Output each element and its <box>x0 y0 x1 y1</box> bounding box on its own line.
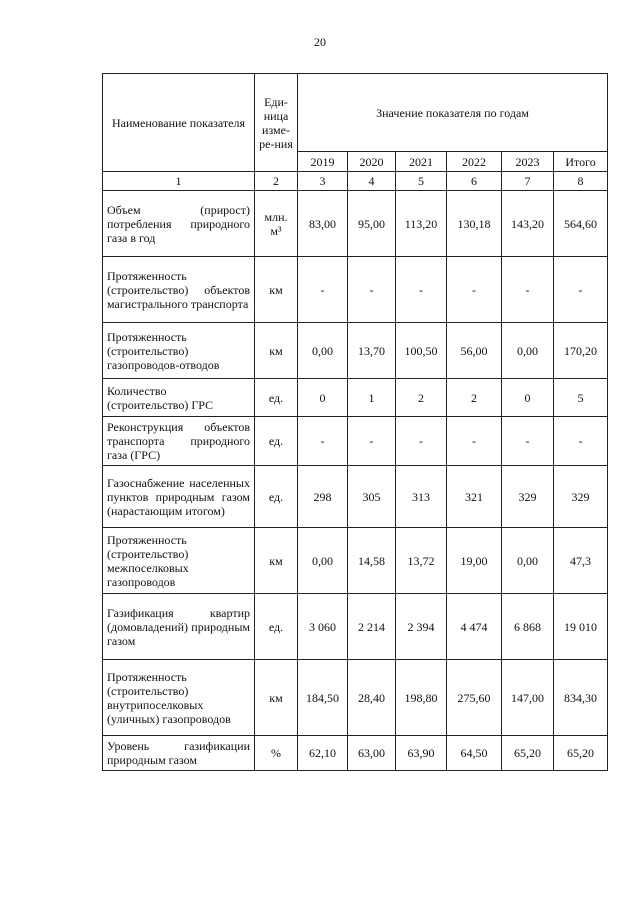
indicator-value: 2 <box>396 379 447 417</box>
page-number: 20 <box>314 35 326 49</box>
indicator-value: - <box>348 257 396 323</box>
indicator-total: - <box>554 417 608 466</box>
indicator-value: - <box>447 257 502 323</box>
indicator-name: Газификация квартир (домовладений) природным газом <box>103 594 255 660</box>
table-row <box>103 466 608 528</box>
indicator-unit: км <box>255 257 298 323</box>
indicator-value: 198,80 <box>396 660 447 736</box>
indicator-name: Протяженность (строительство) межпоселковых газопроводов <box>103 528 255 594</box>
indicator-total: - <box>554 257 608 323</box>
indicator-total: 564,60 <box>554 191 608 257</box>
indicator-value: 63,90 <box>396 736 447 771</box>
indicator-value: 14,58 <box>348 528 396 594</box>
indicator-value: 13,70 <box>348 323 396 379</box>
indicator-value: - <box>396 417 447 466</box>
indicator-unit: % <box>255 736 298 771</box>
indicator-value: 313 <box>396 466 447 528</box>
indicator-value: 2 214 <box>348 594 396 660</box>
table-row <box>103 323 608 379</box>
indicator-value: 184,50 <box>298 660 348 736</box>
indicator-total: 329 <box>554 466 608 528</box>
column-number: 2 <box>255 172 298 191</box>
indicator-name: Газоснабжение населенных пунктов природным газом (нарастающим итогом) <box>103 466 255 528</box>
indicator-unit: млн. м³ <box>255 191 298 257</box>
indicator-value: 143,20 <box>502 191 554 257</box>
column-number: 7 <box>502 172 554 191</box>
column-number: 4 <box>348 172 396 191</box>
table-row <box>103 379 608 417</box>
indicator-unit: км <box>255 528 298 594</box>
indicator-value: 147,00 <box>502 660 554 736</box>
indicator-value: 95,00 <box>348 191 396 257</box>
indicator-name: Протяженность (строительство) внутрипоселковых (уличных) газопроводов <box>103 660 255 736</box>
indicator-name: Реконструкция объектов транспорта природного газа (ГРС) <box>103 417 255 466</box>
indicator-value: 83,00 <box>298 191 348 257</box>
table-row <box>103 191 608 257</box>
indicator-value: 321 <box>447 466 502 528</box>
indicator-value: - <box>447 417 502 466</box>
indicator-total: 170,20 <box>554 323 608 379</box>
table-row <box>103 528 608 594</box>
indicator-value: 64,50 <box>447 736 502 771</box>
header-name: Наименование показателя <box>103 74 255 172</box>
indicator-value: - <box>502 417 554 466</box>
indicator-name: Протяженность (строительство) газопроводов-отводов <box>103 323 255 379</box>
indicator-value: - <box>502 257 554 323</box>
indicator-value: 275,60 <box>447 660 502 736</box>
table-row <box>103 736 608 771</box>
indicator-value: - <box>298 417 348 466</box>
indicator-value: 113,20 <box>396 191 447 257</box>
indicator-unit: ед. <box>255 417 298 466</box>
indicator-value: 0,00 <box>298 528 348 594</box>
header-year: 2021 <box>396 152 447 172</box>
indicator-name: Протяженность (строительство) объектов магистрального транспорта <box>103 257 255 323</box>
indicator-value: 0 <box>502 379 554 417</box>
indicator-total: 834,30 <box>554 660 608 736</box>
indicator-value: 62,10 <box>298 736 348 771</box>
indicator-value: 298 <box>298 466 348 528</box>
header-unit: Еди-ница изме-ре-ния <box>255 74 298 172</box>
indicator-value: 100,50 <box>396 323 447 379</box>
header-year: 2020 <box>348 152 396 172</box>
indicator-value: 4 474 <box>447 594 502 660</box>
indicator-value: 65,20 <box>502 736 554 771</box>
indicator-value: - <box>348 417 396 466</box>
indicators-table <box>102 73 608 771</box>
indicator-name: Объем (прирост) потребления природного газа в год <box>103 191 255 257</box>
indicator-name: Количество (строительство) ГРС <box>103 379 255 417</box>
header-values-group: Значение показателя по годам <box>298 74 608 152</box>
indicator-total: 19 010 <box>554 594 608 660</box>
indicator-value: 2 <box>447 379 502 417</box>
header-year: 2019 <box>298 152 348 172</box>
column-number: 1 <box>103 172 255 191</box>
indicator-value: 0,00 <box>502 528 554 594</box>
indicator-value: - <box>396 257 447 323</box>
column-number: 8 <box>554 172 608 191</box>
indicator-value: 3 060 <box>298 594 348 660</box>
column-number: 6 <box>447 172 502 191</box>
indicator-value: - <box>298 257 348 323</box>
indicator-value: 0,00 <box>502 323 554 379</box>
table-row <box>103 594 608 660</box>
indicator-total: 5 <box>554 379 608 417</box>
indicator-unit: ед. <box>255 466 298 528</box>
indicator-unit: км <box>255 323 298 379</box>
table-row <box>103 257 608 323</box>
indicator-value: 63,00 <box>348 736 396 771</box>
header-total: Итого <box>554 152 608 172</box>
indicator-value: 6 868 <box>502 594 554 660</box>
indicator-value: 2 394 <box>396 594 447 660</box>
indicator-value: 56,00 <box>447 323 502 379</box>
column-number: 5 <box>396 172 447 191</box>
indicator-unit: км <box>255 660 298 736</box>
indicator-value: 0,00 <box>298 323 348 379</box>
column-number: 3 <box>298 172 348 191</box>
indicator-total: 47,3 <box>554 528 608 594</box>
table-row <box>103 417 608 466</box>
header-year: 2023 <box>502 152 554 172</box>
column-numbers-row <box>103 172 608 191</box>
indicator-value: 305 <box>348 466 396 528</box>
indicator-value: 1 <box>348 379 396 417</box>
indicator-value: 28,40 <box>348 660 396 736</box>
indicator-unit: ед. <box>255 594 298 660</box>
header-year: 2022 <box>447 152 502 172</box>
indicator-value: 130,18 <box>447 191 502 257</box>
indicator-value: 19,00 <box>447 528 502 594</box>
indicator-value: 0 <box>298 379 348 417</box>
table-row <box>103 660 608 736</box>
indicator-name: Уровень газификации природным газом <box>103 736 255 771</box>
indicator-unit: ед. <box>255 379 298 417</box>
indicator-value: 329 <box>502 466 554 528</box>
indicator-value: 13,72 <box>396 528 447 594</box>
indicator-total: 65,20 <box>554 736 608 771</box>
